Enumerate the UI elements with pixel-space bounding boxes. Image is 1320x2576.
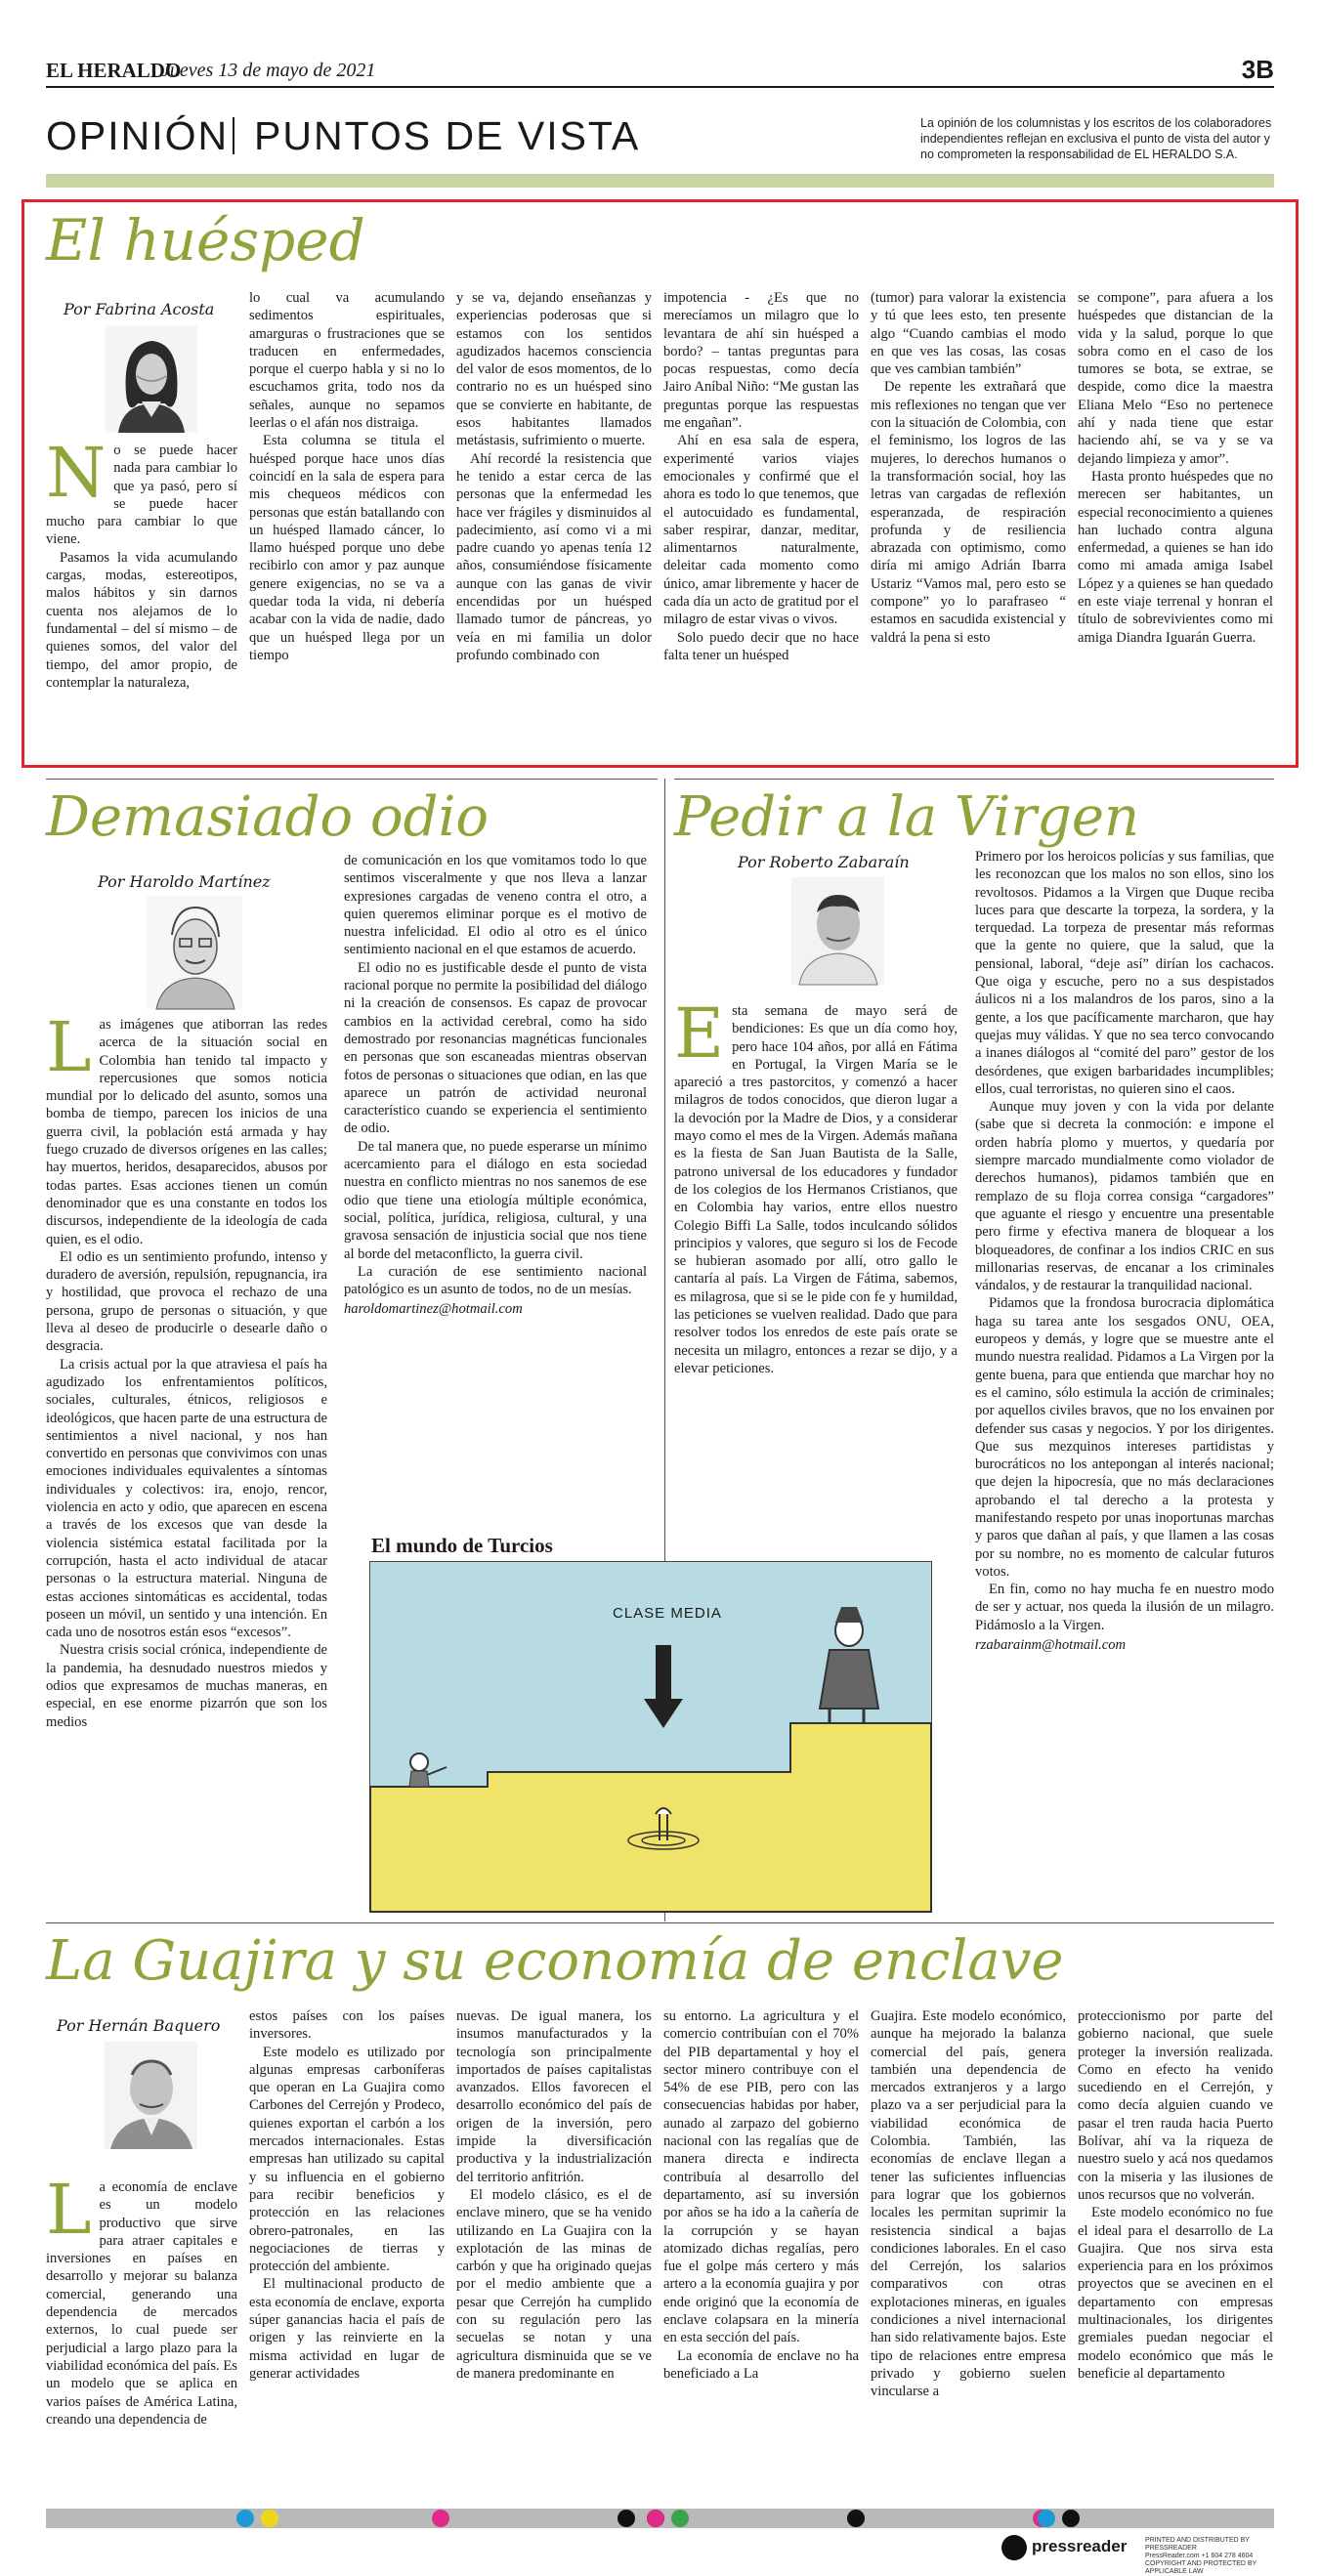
registration-dot bbox=[617, 2510, 635, 2527]
registration-dots bbox=[46, 2510, 1274, 2527]
registration-dot bbox=[432, 2510, 449, 2527]
issue-date: Jueves 13 de mayo de 2021 bbox=[161, 60, 376, 81]
article-column-3: nuevas. De igual manera, los insumos manufacturados y la tecnología son principalmente importados de países capitalistas avanzados. Ellos favorecen el desarrollo económico del país de origen de la inversión, pero impide la diversificación productiva y la industrialización del territorio anfitrión. El modelo clásico, es el de enclave minero, que se ha venido utilizando en La Guajira con la explotación de las minas de carbón y que ha originado quejas por el medio ambiente que a pesar que Cerrejón ha cumplido con su regulación pero las secuelas se notan y una agricultura disminuida que se ve de manera predominante en bbox=[456, 2008, 652, 2382]
divider bbox=[46, 1922, 1274, 1923]
article-column-1: Esta semana de mayo será de bendiciones: Es que un día como hoy, pero hace 104 años, por allá en Fátima en Portugal, la Virgen María se le apareció a tres pastorcitos, y comenzó a hacer milagros de todos conocidos, que dieron lugar a la devoción por la Madre de Dios, y a considerar mayo como el mes de la Virgen. Además mañana es la fiesta de San Juan Bautista de la Salle, patrono universal de los educadores y fundador de los colegios de los Hermanos Cristianos, que en Colombia hay varios, entre ellos nuestro Colegio Biffi La Salle, todos inculcando sólidos principios y valores, que seguro si los de Fecode se hubieran asomado por allí, otro gallo le cantaría al país. La Virgen de Fátima, sabemos, es milagrosa, que si se le pide con fe y humildad, las peticiones se vuelven realidad. Dado que para resolver todos los enredos de este país orate se necesita un milagro, entonces a rezar se dijo, y a elevar peticiones. bbox=[674, 993, 958, 1376]
registration-dot bbox=[1062, 2510, 1080, 2527]
article-title: El huésped bbox=[46, 207, 365, 274]
header-rule bbox=[46, 86, 1274, 88]
article-column-6: proteccionismo por parte del gobierno nacional, que suele proteger la inversión realizada. Como en efecto ha venido sucediendo en el Cerrejón, y como decía alguien cuando ve pasar el tren rauda hacia Puerto Bolívar, ahí va la riqueza de nuestro suelo y acá nos quedamos con la miseria y las ilusiones de unos recursos que no volverán. Este modelo económico no fue el ideal para el desarrollo de La Guajira. Que nos sirva esta experiencia para en los próximos proyectos que se avecinen en el departamento con empresas multinacionales, los dirigentes gremiales puedan negociar el modelo económico que más le beneficie al departamento bbox=[1078, 2008, 1273, 2382]
cartoon-title: El mundo de Turcios bbox=[371, 1534, 553, 1557]
article-column-1: La economía de enclave es un modelo productivo que sirve para atraer capitales e inversiones en países en desarrollo y mejorar su balanza comercial, generando una dependencia de mercados externos, lo cual puede ser perjudicial a largo plazo para la viabilidad económica del país. Es un modelo que se aplica en varios países de América Latina, creando una dependencia de bbox=[46, 2170, 237, 2428]
pressreader-logo: pressreader bbox=[1032, 2537, 1128, 2555]
pressreader-notice: PRINTED AND DISTRIBUTED BY PRESSREADER PressReader.com +1 604 278 4604 COPYRIGHT AND PROTECTED BY APPLICABLE LAW bbox=[1145, 2537, 1257, 2575]
author-portrait bbox=[105, 2042, 197, 2149]
author-portrait bbox=[147, 896, 242, 1009]
article-column-2: lo cual va acumulando sedimentos espirituales, amarguras o frustraciones que se traducen en enfermedades, porque el cuerpo habla y si no lo escuchamos grita, todo nos da señales, aunque no sepamos leerlas o el afán nos distraiga. Esta columna se titula el huésped porque hace unos días coincidí en la sala de espera para mis chequeos médicos con personas que están batallando con un huésped llamado cáncer, lo llamo huésped porque uno debe recibirlo con amor y paz aunque genere exigencias, no se va a quedar toda la vida, ni debería acabar con la vida de nadie, dado que un huésped llega por un tiempo bbox=[249, 290, 445, 663]
pressreader-logo-icon bbox=[1001, 2535, 1027, 2560]
drop-cap: N bbox=[46, 433, 106, 513]
article-column-3: y se va, dejando enseñanzas y experiencias poderosas que si estamos con los sentidos agudizados hacemos consciencia del valor de esos momentos, de lo contrario no es un huésped sino que se convierte en habitante, de esos habitantes llamados metástasis, sufrimiento o muerte. Ahí recordé la resistencia que he tenido a estar cerca de las personas que la enfermedad les hace ver frágiles y disminuidos al padecimiento, así como vi a mi padre cuando yo apenas tenía 12 años, consumiéndose físicamente aunque con las ganas de vivir encendidas por un huésped llamado tumor de páncreas, yo veía en mi familia un dolor profundo combinado con bbox=[456, 290, 652, 663]
article-byline: Por Hernán Baquero bbox=[57, 2016, 221, 2035]
article-title: Pedir a la Virgen bbox=[674, 785, 1140, 849]
editorial-cartoon bbox=[369, 1561, 932, 1913]
article-column-2: de comunicación en los que vomitamos todo lo que sentimos visceralmente y que nos lleva a lanzar expresiones cargadas de veneno contra el otro, a quien queremos eliminar porque es el motivo de nuestra infelicidad. El odio al otro es el único sentimiento nacional en el que estamos de acuerdo. El odio no es justificable desde el punto de vista racional porque no permite la posibilidad del diálogo ni la creación de consensos. Es capaz de provocar cambios en la actividad cerebral, como ha sido demostrado por resonancias magnéticas funcionales en personas que son escaneadas mientras observan fotos de personas o situaciones que odian, en las que aparece un patrón de actividad neuronal característico cuando se experiencia el sentimiento de odio. De tal manera que, no puede esperarse un mínimo acercamiento para el diálogo en esta sociedad nuestra en conflicto mientras no nos sanemos de ese odio que tiene una etiología múltiple económica, social, política, jurídica, religiosa, cultural, y una gravosa sensación de injusticia social que nos tiene al borde del metaconflicto, la guerra civil. La curación de ese sentimiento nacional patológico es un asunto de todos, no de un mesías. haroldomartinez@hotmail.com bbox=[344, 853, 647, 1318]
drop-cap: L bbox=[46, 1007, 92, 1087]
article-title: La Guajira y su economía de enclave bbox=[46, 1929, 1064, 1993]
article-byline: Por Roberto Zabaraín bbox=[738, 853, 910, 871]
drop-cap: L bbox=[46, 2170, 92, 2250]
registration-dot bbox=[261, 2510, 278, 2527]
article-byline: Por Fabrina Acosta bbox=[64, 300, 215, 318]
author-portrait bbox=[791, 877, 884, 985]
divider bbox=[674, 779, 1274, 780]
article-byline: Por Haroldo Martínez bbox=[98, 872, 271, 891]
article-column-1: No se puede hacer nada para cambiar lo que ya pasó, pero sí se puede hacer mucho para cambiar lo que viene. Pasamos la vida acumulando cargas, modas, estereotipos, malos hábitos y sin darnos cuenta nos alejamos de lo fundamental – del sí mismo – de quienes somos, del valor del tiempo, del amor propio, de contemplar la naturaleza, bbox=[46, 433, 237, 691]
section-title: OPINIÓN bbox=[46, 113, 230, 158]
article-column-4: su entorno. La agricultura y el comercio contribuían con el 70% del PIB departamental y hoy el sector minero contribuye con el 54% de ese PIB, pero con las consecuencias habidas por haber, aunado al zarpazo del gobierno nacional con las regalías que de manera directa e indirecta contribuía al desarrollo del departamento, así su inversión por años se ha ido a la cañería de la corrupción y se hayan atomizado dichas regalías, pero fue el golpe más certero y más artero a la economía guajira y por ende originó que la economía de enclave colapsara en la minería en esta sección del país. La economía de enclave no ha beneficiado a La bbox=[663, 2008, 859, 2382]
article-column-6: se compone”, para afuera a los huéspedes que distancian de la vida y la salud, porque lo que sobra como en el caso de los tumores se bota, se extrae, se despide, como dice la maestra Eliana Melo “Eso no pertenece ahí y nada tiene que estar haciendo ahí, se va y se va dejando limpieza y amor”. Hasta pronto huéspedes que no merecen ser habitantes, un especial reconocimiento a quienes han luchado contra alguna enfermedad, a quienes se han ido como mi amada amiga Isabel López y a quienes se han quedado en este viaje terrenal y honran el título de sobrevivientes como mi amiga Diandra Iguarán Guerra. bbox=[1078, 290, 1273, 646]
section-separator bbox=[233, 117, 234, 154]
registration-dot bbox=[1038, 2510, 1055, 2527]
registration-dot bbox=[847, 2510, 865, 2527]
article-column-5: Guajira. Este modelo económico, aunque ha mejorado la balanza comercial del país, genera también una dependencia de mercados extranjeros y a largo plazo va a ser perjudicial para la viabilidad económica de Colombia. También, las economías de enclave llegan a tener las suficientes influencias para lograr que los gobiernos locales les permitan suprimir la resistencia sindical a bajas condiciones laborales. En el caso del Cerrejón, los salarios comparativos con otras explotaciones mineras, en iguales condiciones a nivel internacional han sido relativamente bajos. Este tipo de relaciones entre empresa privado y gobierno suelen vincularse a bbox=[871, 2008, 1066, 2400]
article-column-2: Primero por los heroicos policías y sus familias, que les reconozcan que los malos no son ellos, sino los revoltosos. Pidamos a la Virgen que Duque reciba luces para que descarte la torpeza, la sordera, y la terquedad. La torpeza de presentar más reformas que la gente no quiere, que la salud, que la pensional, laboral, “deje así” dirían los cachacos. Que oiga y escuche, pero no a sus despistados áulicos ni a los malandros de los paros, sino a la gente, a los que pacíficamente marcharon, que hay quejas muy válidas. Y que no sea terco convocando a inanes diálogos al “comité del paro” gestor de los desórdenes, que exigen barbaridades incumplibles; ellos, cual terroristas, no quieren sino el caos. Aunque muy joven y con la vida por delante (sabe que si decreta la conmoción: e impone el orden habría plomo y muertos, y quedaría por siempre marcado mundialmente como violador de derechos humanos), pidamos también que en remplazo de su floja correa consiga “cargadores” que aguante el riesgo y encuentre una presentable pero firme y efectiva manera de bloquear a los bloqueadores, de confinar a los indios CRIC en sus millonarias reservas, de encanar a los criminales vándalos, y de restaurar la tranquilidad nacional. Pidamos que la frondosa burocracia diplomática haga su tarea ante los sesgados ONU, OEA, europeos y demás, y logre que se muestre ante el mundo nuestra realidad. Pidamos a La Virgen por la gente buena, para que entienda que marchar hoy no es el camino, sólo estimula la acción de criminales; por aquellos civiles bravos, que no los envainen por defender sus casas y negocios. Y por los dirigentes. Que sus mezquinos intereses partidistas y burocráticos no los antepongan al interés nacional; que dejen la hipocresía, que no más declaraciones aprobando el tal derecho a la protesta y manifestando respeto por unas inoportunas marchas y paros que dañan al país, y que llamen a las cosas por su nombre, no es momento de calcular futuros votos. En fin, como no hay mucha fe en nuestro modo de ser y actuar, nos queda la ilusión de un milagro. Pidámoslo a la Virgen. rzabarainm@hotmail.com bbox=[975, 849, 1274, 1654]
registration-dot bbox=[236, 2510, 254, 2527]
author-email: rzabarainm@hotmail.com bbox=[975, 1637, 1127, 1654]
author-email: haroldomartinez@hotmail.com bbox=[344, 1301, 523, 1318]
article-column-2: estos países con los países inversores. Este modelo es utilizado por algunas empresas carboníferas que operan en La Guajira como Carbones del Cerrejón y Prodeco, quienes exportan el carbón a los mercados internacionales. Estas empresas han utilizado su capital y su influencia en el gobierno para recibir beneficios y protección en las relaciones obrero-patronales, en las negociaciones de tierras y protección del ambiente. El multinacional producto de esta economía de enclave, exporta súper ganancias hacia el país de origen y las reinvierte en la misma actividad en lugar de generar actividades bbox=[249, 2008, 445, 2382]
registration-dot bbox=[647, 2510, 664, 2527]
author-portrait bbox=[105, 325, 197, 433]
newspaper-name: EL HERALDO bbox=[46, 59, 182, 82]
section-subtitle: PUNTOS DE VISTA bbox=[254, 113, 641, 158]
article-column-4: impotencia - ¿Es que no merecíamos un milagro que lo levantara de ahí sin huésped a bordo? – tantas preguntas para pocas respuestas, como decía Jairo Aníbal Niño: “Me gustan las preguntas porque las respuestas me engañan”. Ahí en esa sala de espera, experimenté varios viajes emocionales y confirmé que el ahora es todo lo que tenemos, que el autocuidado es fundamental, saber respirar, danzar, meditar, alimentarnos naturalmente, deleitar cada momento como único, amar libremente y hacer de cada día un acto de gratitud por el milagro de estar vivas o vivos. Solo puedo decir que no hace falta tener un huésped bbox=[663, 290, 859, 663]
drop-cap: E bbox=[674, 993, 725, 1074]
article-column-5: (tumor) para valorar la existencia y tú que lees esto, ten presente algo “Cuando cambias el modo en que ves las cosas, las cosas que ves cambian también” De repente les extrañará que mis reflexiones no tengan que ver con la situación de Colombia, con el feminismo, los logros de las mujeres, lo derechos humanos o la transformación social, hoy las letras van cargadas de reflexión esperanzada, de respiración profunda y de resiliencia abrazada con optimismo, como diría mi amigo Adrián Ibarra Ustariz “Vamos mal, pero esto se compone” yo lo parafraseo “ estamos en sacudida existencial y valdrá la pena si esto bbox=[871, 290, 1066, 646]
cartoon-caption: CLASE MEDIA bbox=[613, 1605, 722, 1622]
section-rule bbox=[46, 174, 1274, 188]
page-number: 3B bbox=[1241, 55, 1274, 84]
divider bbox=[46, 779, 658, 780]
editorial-disclaimer: La opinión de los columnistas y los escritos de los colaboradores independientes reflejan en exclusiva el punto de vista del autor y no comprometen la responsabilidad de EL HERALDO S.A. bbox=[920, 116, 1272, 161]
article-column-1: Las imágenes que atiborran las redes acerca de la situación social en Colombia han tenido tal impacto y repercusiones que somos noticia mundial por lo delicado del asunto, somos una bomba de tiempo, parecen los inicios de una guerra civil, la población está armada y hay fuego cruzado de diversos orígenes en las calles; hay muertos, heridos, desaparecidos, abusos por todas partes. Esas acciones tienen un común denominador que es una constante en todos los discursos, independiente de la ideología de cada quien, es el odio. El odio es un sentimiento profundo, intenso y duradero de aversión, repulsión, repugnancia, ira y hostilidad, que provoca el rechazo de una persona, grupo de personas o situación, y que lleva al deseo de producirle o desearle daño o desgracia. La crisis actual por la que atraviesa el país ha agudizado los enfrentamientos políticos, sociales, culturales, étnicos, religiosos e ideológicos, que hacen parte de una estructura de sentimientos a nivel nacional, y nos han convertido en personas que convivimos con unas emociones individuales equivalentes a síntomas individuales y colectivos: ira, enojo, rencor, violencia en acto y odio, que aparecen en escena a través de los excesos que van desde la violencia sistémica estatal facilitada por la corrupción, hasta el acto individual de atacar personas o la estructura material. Ninguna de estas acciones sintomáticas es accidental, todas poseen un móvil, un sentido y una intención. En cada uno de nosotros están esos “excesos”. Nuestra crisis social crónica, independiente de la pandemia, ha desnudado nuestros miedos y odios que expresamos de muchas maneras, en especial, en ese enorme pizarrón que son los medios bbox=[46, 1007, 327, 1730]
registration-dot bbox=[671, 2510, 689, 2527]
article-title: Demasiado odio bbox=[46, 785, 490, 849]
